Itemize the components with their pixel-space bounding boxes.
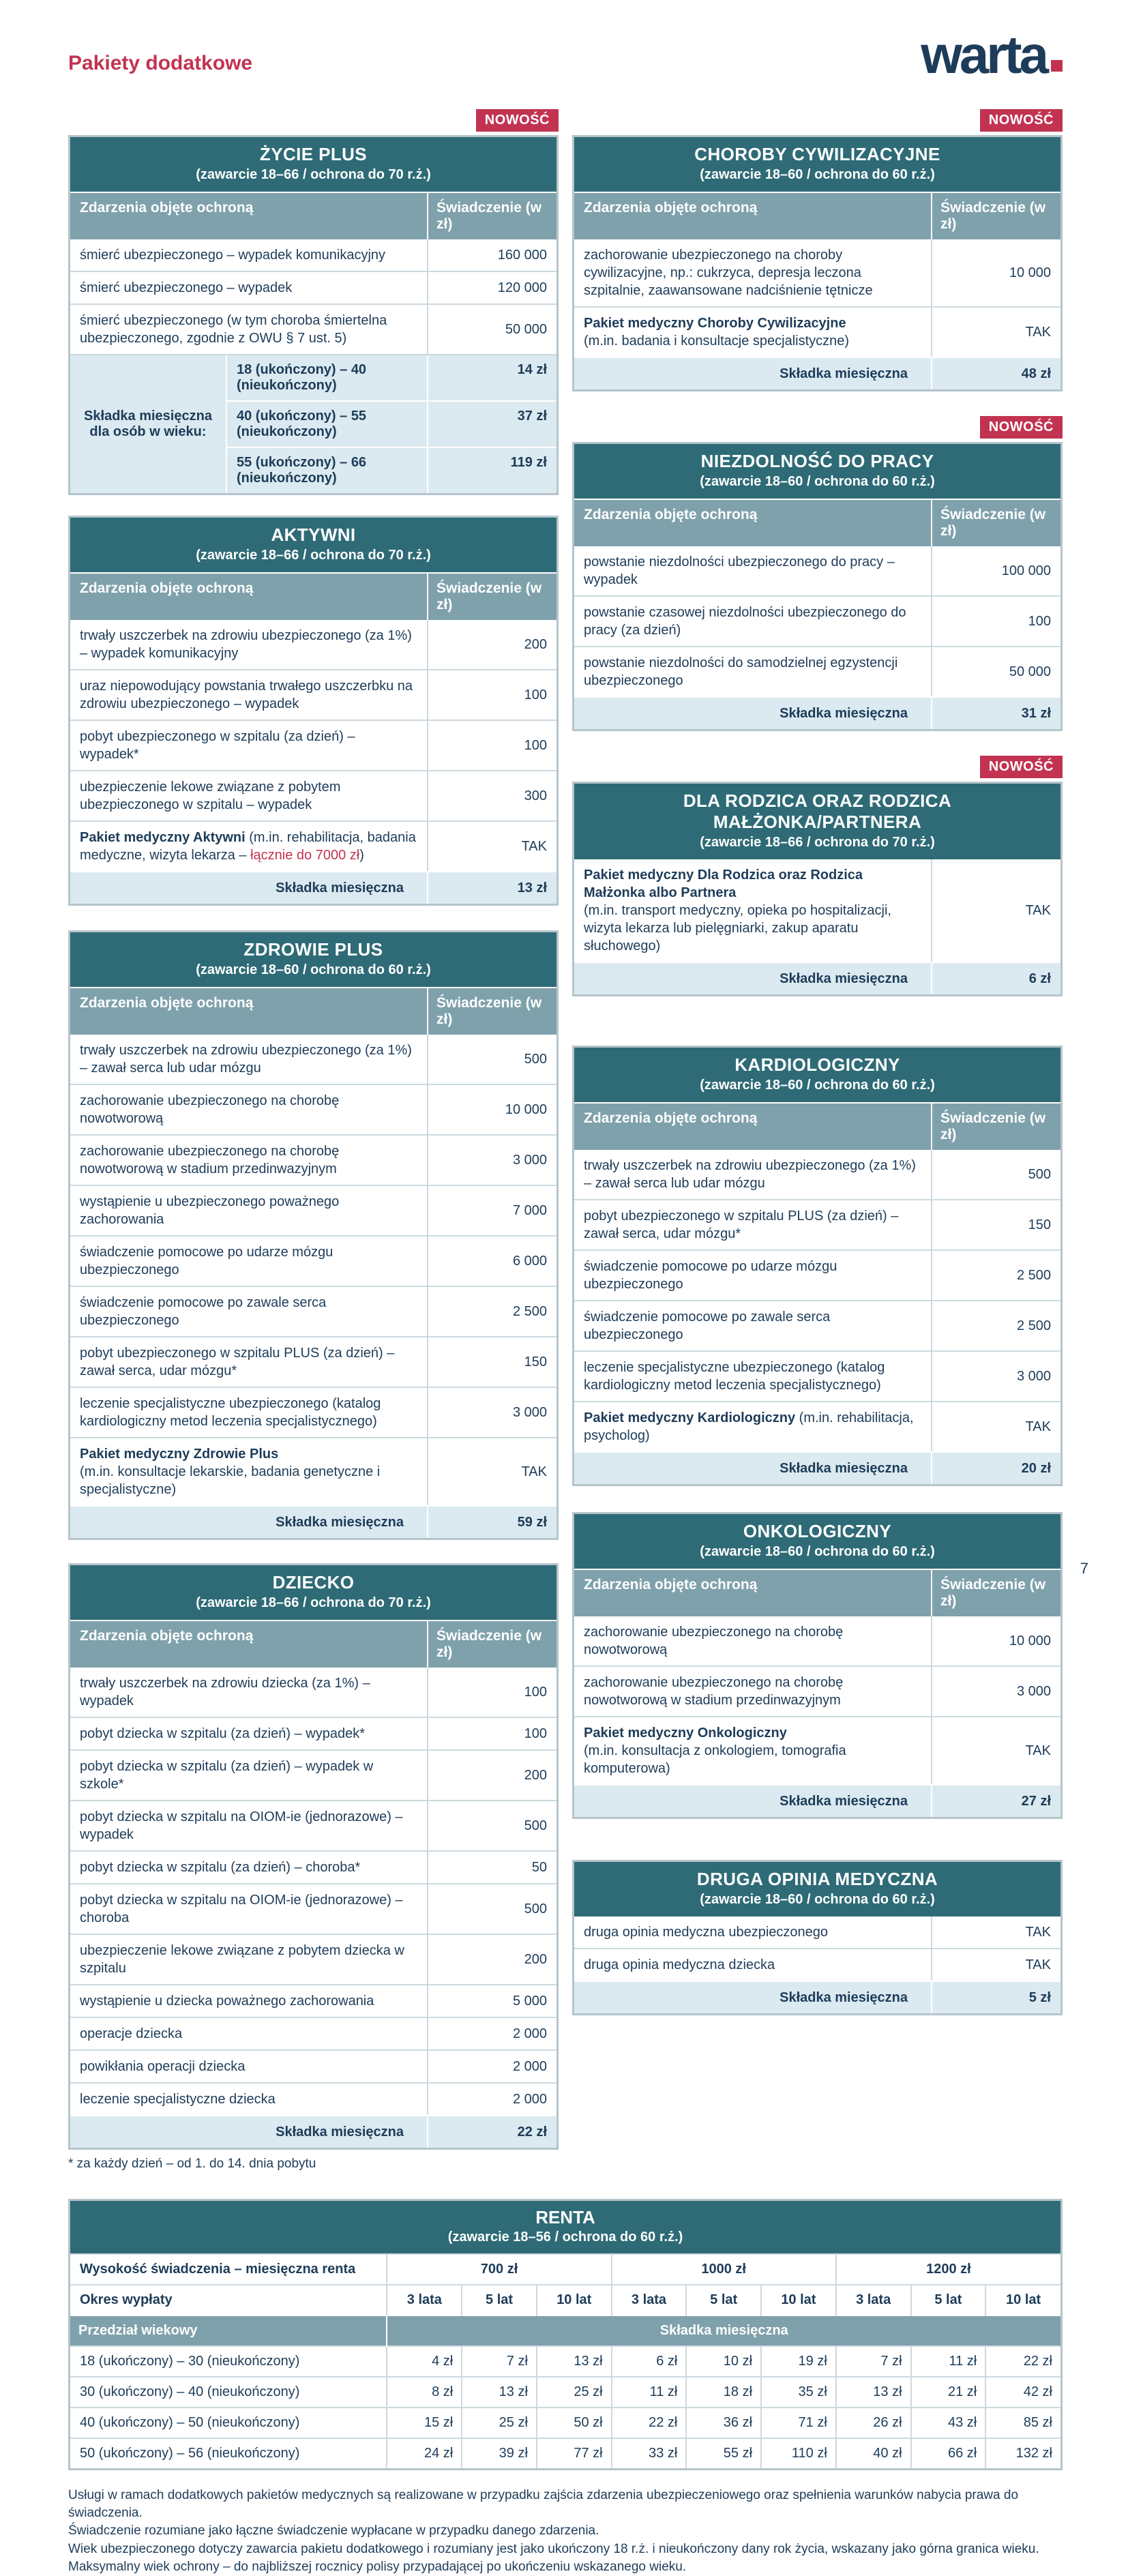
table-row-medical-package bbox=[574, 1401, 1060, 1451]
table-row-medical-package bbox=[574, 1716, 1060, 1784]
row-value: 100 bbox=[427, 1718, 556, 1749]
row-label: śmierć ubezpieczonego – wypadek komunikacyjny bbox=[80, 248, 386, 263]
renta-period: 3 lata bbox=[836, 2285, 911, 2315]
table-header bbox=[70, 137, 556, 192]
premium-value: 22 zł bbox=[427, 2116, 556, 2148]
footer-line: Wiek ubezpieczonego dotyczy zawarcia pakietu dodatkowego i rozumiany jest jako ukończony 18 r.ż. i nieukończony dany rok życia, wskazany jako górna granica wieku. Maksymalny wiek ochrony – do najbliższej rocznicy polisy przypadającej po ukończeniu wskazanego wieku. bbox=[68, 2541, 1039, 2574]
package-kardiologiczny bbox=[572, 1046, 1063, 1486]
red-highlight-text: łącznie do 7000 zł bbox=[250, 848, 360, 863]
table-row bbox=[70, 2017, 556, 2049]
table-row bbox=[574, 1665, 1060, 1716]
benefit-column-header: Świadczenie (w zł) bbox=[931, 1104, 1060, 1150]
row-value: TAK bbox=[931, 308, 1060, 357]
nowosc-badge: NOWOŚĆ bbox=[980, 109, 1063, 132]
row-label: druga opinia medyczna ubezpieczonego bbox=[584, 1925, 829, 1940]
table-row-medical-package bbox=[70, 820, 556, 871]
row-label: Pakiet medyczny Choroby Cywilizacyjne (m.in. badania i konsultacje specjalistyczne) bbox=[584, 316, 850, 349]
column-headers bbox=[70, 572, 556, 620]
table-title: ZDROWIE PLUS bbox=[243, 939, 383, 960]
row-value: 500 bbox=[427, 1884, 556, 1934]
premium-label: Składka miesięczna bbox=[780, 1794, 908, 1809]
row-value: 150 bbox=[931, 1200, 1060, 1249]
age-premium: 14 zł bbox=[427, 355, 556, 400]
row-value: 200 bbox=[427, 620, 556, 669]
row-label: śmierć ubezpieczonego – wypadek bbox=[80, 280, 293, 295]
nowosc-badge: NOWOŚĆ bbox=[980, 756, 1063, 778]
warta-logo-dot-icon bbox=[1051, 60, 1063, 72]
row-value: 2 000 bbox=[427, 2051, 556, 2082]
row-label: operacje dziecka bbox=[80, 2026, 183, 2041]
table-header bbox=[70, 932, 556, 987]
table-row bbox=[70, 1934, 556, 1984]
renta-period: 10 lat bbox=[761, 2285, 836, 2315]
table-row bbox=[70, 1235, 556, 1286]
table-row bbox=[70, 271, 556, 304]
row-value: 2 500 bbox=[931, 1301, 1060, 1350]
table-row bbox=[70, 1336, 556, 1387]
table-row bbox=[70, 1800, 556, 1850]
premium-label: Składka miesięczna bbox=[276, 2125, 404, 2140]
table-row bbox=[70, 1134, 556, 1185]
row-label: uraz niepowodujący powstania trwałego uszczerbku na zdrowiu ubezpieczonego – wypadek bbox=[80, 679, 413, 711]
premium-label: Składka miesięczna bbox=[780, 366, 908, 381]
premium-row bbox=[574, 696, 1060, 729]
row-label: Pakiet medyczny Onkologiczny (m.in. konsultacja z onkologiem, tomografia komputerowa) bbox=[584, 1726, 846, 1776]
table-row bbox=[574, 1948, 1060, 1981]
table-subtitle: (zawarcie 18–66 / ochrona do 70 r.ż.) bbox=[196, 167, 431, 182]
renta-period: 10 lat bbox=[985, 2285, 1060, 2315]
package-renta bbox=[68, 2199, 1063, 2470]
right-column bbox=[572, 109, 1063, 2172]
premium-label: Składka miesięczna bbox=[276, 880, 404, 895]
table-header bbox=[574, 137, 1060, 192]
table-header bbox=[574, 1048, 1060, 1102]
row-label: Pakiet medyczny Dla Rodzica oraz Rodzica Małżonka albo Partnera (m.in. transport medyczny, opieka po hospitalizacji, wizyta lekarza lub pielęgniarki, zakup aparatu słuchowego) bbox=[584, 868, 891, 953]
row-label: trwały uszczerbek na zdrowiu dziecka (za 1%) – wypadek bbox=[80, 1676, 370, 1708]
table-row-medical-package bbox=[70, 1437, 556, 1505]
table-row bbox=[70, 239, 556, 271]
row-value: TAK bbox=[427, 822, 556, 871]
table-header bbox=[70, 518, 556, 572]
renta-age-band-label: Przedział wiekowy bbox=[70, 2315, 387, 2346]
table-subtitle: (zawarcie 18–66 / ochrona do 70 r.ż.) bbox=[700, 835, 935, 850]
footnote: * za każdy dzień – od 1. do 14. dnia pobytu bbox=[68, 2157, 316, 2171]
age-premium: 37 zł bbox=[427, 400, 556, 447]
table-title: CHOROBY CYWILIZACYJNE bbox=[694, 144, 940, 164]
renta-period: 3 lata bbox=[612, 2285, 687, 2315]
premium-value: 27 zł bbox=[931, 1786, 1060, 1817]
column-headers bbox=[574, 1569, 1060, 1616]
premium-by-age-block bbox=[70, 354, 556, 493]
column-headers bbox=[70, 192, 556, 239]
row-label: trwały uszczerbek na zdrowiu ubezpieczonego (za 1%) – zawał serca lub udar mózgu bbox=[80, 1043, 412, 1076]
table-row bbox=[70, 770, 556, 820]
premium-label: Składka miesięczna bbox=[780, 971, 908, 986]
premium-label: Składka miesięczna bbox=[780, 1990, 908, 2005]
table-row bbox=[70, 620, 556, 669]
row-value: 7 000 bbox=[427, 1186, 556, 1235]
table-title: DZIECKO bbox=[272, 1572, 355, 1593]
row-value: TAK bbox=[931, 1402, 1060, 1451]
footer-notes bbox=[68, 2487, 1063, 2576]
table-row bbox=[70, 1668, 556, 1717]
table-row bbox=[574, 239, 1060, 306]
premium-row bbox=[70, 871, 556, 904]
row-value: 100 bbox=[931, 597, 1060, 646]
row-label: leczenie specjalistyczne ubezpieczonego (katalog kardiologiczny metod leczenia specjalistycznego) bbox=[80, 1396, 381, 1429]
row-value: 10 000 bbox=[427, 1085, 556, 1134]
table-row bbox=[574, 1616, 1060, 1665]
table-subtitle: (zawarcie 18–60 / ochrona do 60 r.ż.) bbox=[700, 167, 935, 182]
table-subtitle: (zawarcie 18–60 / ochrona do 60 r.ż.) bbox=[196, 962, 431, 977]
row-value: TAK bbox=[931, 859, 1060, 962]
row-label: Pakiet medyczny Aktywni (m.in. rehabilitacja, badania medyczne, wizyta lekarza – łącznie do 7000 zł) bbox=[80, 830, 416, 863]
renta-amount: 1000 zł bbox=[612, 2254, 836, 2285]
benefit-column-header: Świadczenie (w zł) bbox=[931, 193, 1060, 239]
premium-row bbox=[70, 2115, 556, 2148]
age-range: 55 (ukończony) – 66 (nieukończony) bbox=[226, 447, 427, 493]
row-label: trwały uszczerbek na zdrowiu ubezpieczonego (za 1%) – zawał serca lub udar mózgu bbox=[584, 1158, 916, 1191]
nowosc-badge: NOWOŚĆ bbox=[476, 109, 559, 132]
age-premium: 119 zł bbox=[427, 447, 556, 493]
row-value: TAK bbox=[931, 1949, 1060, 1981]
row-label: ubezpieczenie lekowe związane z pobytem ubezpieczonego w szpitalu – wypadek bbox=[80, 780, 341, 812]
left-column bbox=[68, 109, 559, 2172]
row-label: ubezpieczenie lekowe związane z pobytem dziecka w szpitalu bbox=[80, 1943, 404, 1976]
row-label: zachorowanie ubezpieczonego na chorobę nowotworową w stadium przedinwazyjnym bbox=[584, 1675, 844, 1708]
renta-period: 5 lat bbox=[686, 2285, 761, 2315]
table-row bbox=[70, 1850, 556, 1883]
row-value: 5 000 bbox=[427, 1985, 556, 2017]
premium-row bbox=[574, 962, 1060, 994]
renta-age-range: 30 (ukończony) – 40 (nieukończony) bbox=[70, 2377, 387, 2408]
benefit-column-header: Świadczenie (w zł) bbox=[427, 574, 556, 620]
table-row: 18 (ukończony) – 30 (nieukończony) 4 zł 7 zł 13 zł 6 zł 10 zł 19 zł 7 zł 11 zł 22 zł bbox=[70, 2346, 1060, 2377]
events-column-header: Zdarzenia objęte ochroną bbox=[80, 1628, 254, 1644]
premium-row bbox=[574, 1451, 1060, 1484]
row-value: 3 000 bbox=[427, 1136, 556, 1185]
renta-period-row bbox=[70, 2285, 1060, 2315]
premium-value: 31 zł bbox=[931, 698, 1060, 729]
row-value: 200 bbox=[427, 1935, 556, 1984]
row-label: zachorowanie ubezpieczonego na chorobę nowotworową bbox=[80, 1093, 340, 1126]
row-value: 500 bbox=[931, 1150, 1060, 1199]
warta-logo-text: warta bbox=[921, 25, 1046, 85]
row-label: druga opinia medyczna dziecka bbox=[584, 1957, 775, 1972]
row-value: 500 bbox=[427, 1035, 556, 1084]
row-label: śmierć ubezpieczonego (w tym choroba śmiertelna ubezpieczonego, zgodnie z OWU § 7 ust. 5) bbox=[80, 313, 387, 346]
renta-band-row bbox=[70, 2315, 1060, 2346]
renta-age-range: 18 (ukończony) – 30 (nieukończony) bbox=[70, 2346, 387, 2377]
table-row bbox=[574, 1249, 1060, 1300]
row-value: 100 000 bbox=[931, 546, 1060, 595]
table-row bbox=[70, 304, 556, 354]
row-value: 2 000 bbox=[427, 2084, 556, 2115]
table-subtitle: (zawarcie 18–66 / ochrona do 70 r.ż.) bbox=[196, 548, 431, 563]
premium-by-age-caption: Składka miesięczna dla osób w wieku: bbox=[84, 409, 212, 439]
table-row-medical-package bbox=[574, 306, 1060, 357]
table-row bbox=[574, 646, 1060, 696]
table-title: DLA RODZICA ORAZ RODZICA MAŁŻONKA/PARTNERA bbox=[683, 790, 952, 832]
benefit-column-header: Świadczenie (w zł) bbox=[427, 1621, 556, 1668]
row-value: 10 000 bbox=[931, 1616, 1060, 1665]
renta-period: 10 lat bbox=[537, 2285, 612, 2315]
premium-label: Składka miesięczna bbox=[780, 706, 908, 721]
row-value: 500 bbox=[427, 1801, 556, 1850]
table-subtitle: (zawarcie 18–60 / ochrona do 60 r.ż.) bbox=[700, 1544, 935, 1559]
events-column-header: Zdarzenia objęte ochroną bbox=[584, 1110, 758, 1126]
top-bar bbox=[68, 25, 1063, 100]
page-title: Pakiety dodatkowe bbox=[68, 52, 253, 74]
row-label: leczenie specjalistyczne dziecka bbox=[80, 2092, 276, 2107]
row-value: 100 bbox=[427, 721, 556, 770]
renta-age-range: 40 (ukończony) – 50 (nieukończony) bbox=[70, 2408, 387, 2438]
table-title: RENTA bbox=[535, 2207, 595, 2227]
table-row bbox=[70, 1749, 556, 1800]
row-value: 50 bbox=[427, 1852, 556, 1883]
table-row bbox=[70, 2082, 556, 2115]
column-headers bbox=[70, 1620, 556, 1668]
table-title: KARDIOLOGICZNY bbox=[734, 1054, 900, 1075]
table-row bbox=[70, 2049, 556, 2082]
package-dla-rodzica bbox=[572, 756, 1063, 996]
table-header bbox=[574, 1862, 1060, 1916]
premium-value: 20 zł bbox=[931, 1453, 1060, 1484]
row-label: świadczenie pomocowe po zawale serca ubezpieczonego bbox=[584, 1309, 831, 1342]
row-value: 300 bbox=[427, 771, 556, 820]
table-row-medical-package bbox=[574, 859, 1060, 962]
premium-value: 59 zł bbox=[427, 1507, 556, 1538]
row-value: 2 500 bbox=[931, 1251, 1060, 1300]
table-title: NIEZDOLNOŚĆ DO PRACY bbox=[700, 451, 934, 471]
table-title: AKTYWNI bbox=[271, 524, 356, 545]
premium-row bbox=[574, 1981, 1060, 2013]
table-row bbox=[70, 1185, 556, 1235]
table-header bbox=[70, 1565, 556, 1620]
table-subtitle: (zawarcie 18–60 / ochrona do 60 r.ż.) bbox=[700, 474, 935, 489]
table-row: 50 (ukończony) – 56 (nieukończony) 24 zł 39 zł 77 zł 33 zł 55 zł 110 zł 40 zł 66 zł 132 zł bbox=[70, 2438, 1060, 2468]
row-label: pobyt ubezpieczonego w szpitalu PLUS (za dzień) – zawał serca, udar mózgu* bbox=[80, 1346, 395, 1378]
row-label: pobyt dziecka w szpitalu na OIOM-ie (jednorazowe) – choroba bbox=[80, 1893, 403, 1925]
row-label: pobyt dziecka w szpitalu (za dzień) – wypadek* bbox=[80, 1726, 365, 1741]
row-label: powstanie czasowej niezdolności ubezpieczonego do pracy (za dzień) bbox=[584, 605, 906, 638]
table-header bbox=[574, 784, 1060, 859]
row-value: 6 000 bbox=[427, 1237, 556, 1286]
footer-line: Świadczenie rozumiane jako łączne świadczenie wypłacane w przypadku danego zdarzenia. bbox=[68, 2523, 599, 2538]
renta-age-range: 50 (ukończony) – 56 (nieukończony) bbox=[70, 2438, 387, 2468]
row-value: 200 bbox=[427, 1751, 556, 1800]
package-niezdolnosc-do-pracy bbox=[572, 416, 1063, 731]
package-onkologiczny bbox=[572, 1512, 1063, 1819]
renta-period: 5 lat bbox=[911, 2285, 986, 2315]
age-range: 18 (ukończony) – 40 (nieukończony) bbox=[226, 355, 427, 400]
row-label: trwały uszczerbek na zdrowiu ubezpieczonego (za 1%) – wypadek komunikacyjny bbox=[80, 628, 412, 661]
table-title: ŻYCIE PLUS bbox=[259, 144, 368, 164]
renta-amount: 1200 zł bbox=[836, 2254, 1060, 2285]
row-label: powikłania operacji dziecka bbox=[80, 2059, 246, 2074]
row-label: zachorowanie ubezpieczonego na chorobę nowotworową bbox=[584, 1625, 844, 1657]
package-dziecko bbox=[68, 1563, 559, 2172]
nowosc-badge: NOWOŚĆ bbox=[980, 416, 1063, 439]
table-row bbox=[70, 1387, 556, 1437]
row-label: powstanie niezdolności do samodzielnej egzystencji ubezpieczonego bbox=[584, 655, 898, 688]
events-column-header: Zdarzenia objęte ochroną bbox=[80, 995, 254, 1011]
premium-label: Składka miesięczna bbox=[780, 1461, 908, 1476]
row-label: powstanie niezdolności ubezpieczonego do pracy – wypadek bbox=[584, 554, 895, 587]
row-label: pobyt dziecka w szpitalu na OIOM-ie (jednorazowe) – wypadek bbox=[80, 1809, 403, 1842]
warta-logo bbox=[921, 25, 1063, 85]
row-label: pobyt ubezpieczonego w szpitalu PLUS (za dzień) – zawał serca, udar mózgu* bbox=[584, 1209, 899, 1241]
row-value: TAK bbox=[931, 1916, 1060, 1948]
table-row bbox=[574, 595, 1060, 646]
table-row bbox=[70, 669, 556, 720]
table-row bbox=[574, 1150, 1060, 1199]
package-druga-opinia bbox=[572, 1860, 1063, 2015]
row-value: TAK bbox=[427, 1438, 556, 1505]
benefit-column-header: Świadczenie (w zł) bbox=[931, 1570, 1060, 1616]
table-row bbox=[70, 1286, 556, 1336]
table-subtitle: (zawarcie 18–60 / ochrona do 60 r.ż.) bbox=[700, 1078, 935, 1093]
table-title: DRUGA OPINIA MEDYCZNA bbox=[696, 1869, 938, 1889]
row-label: świadczenie pomocowe po udarze mózgu ubezpieczonego bbox=[80, 1245, 333, 1277]
premium-value: 13 zł bbox=[427, 872, 556, 904]
row-label: leczenie specjalistyczne ubezpieczonego (katalog kardiologiczny metod leczenia specjalistycznego) bbox=[584, 1360, 885, 1393]
row-label: wystąpienie u ubezpieczonego poważnego zachorowania bbox=[80, 1194, 340, 1227]
row-label: świadczenie pomocowe po udarze mózgu ubezpieczonego bbox=[584, 1259, 837, 1292]
benefit-column-header: Świadczenie (w zł) bbox=[931, 500, 1060, 546]
row-value: TAK bbox=[931, 1717, 1060, 1784]
page-number: 7 bbox=[1080, 1560, 1088, 1577]
renta-benefit-label: Wysokość świadczenia – miesięczna renta bbox=[70, 2254, 387, 2285]
row-value: 2 000 bbox=[427, 2018, 556, 2049]
table-row: 40 (ukończony) – 50 (nieukończony) 15 zł 25 zł 50 zł 22 zł 36 zł 71 zł 26 zł 43 zł 85 zł bbox=[70, 2408, 1060, 2438]
events-column-header: Zdarzenia objęte ochroną bbox=[80, 580, 254, 596]
table-row bbox=[70, 1883, 556, 1934]
row-label: pobyt dziecka w szpitalu (za dzień) – choroba* bbox=[80, 1860, 361, 1875]
table-header bbox=[574, 1514, 1060, 1569]
premium-value: 6 zł bbox=[931, 963, 1060, 994]
benefit-column-header: Świadczenie (w zł) bbox=[427, 193, 556, 239]
row-value: 160 000 bbox=[427, 239, 556, 271]
row-label: zachorowanie ubezpieczonego na chorobę nowotworową w stadium przedinwazyjnym bbox=[80, 1144, 340, 1176]
row-label: Pakiet medyczny Kardiologiczny (m.in. rehabilitacja, psycholog) bbox=[584, 1410, 914, 1443]
package-choroby-cywilizacyjne bbox=[572, 109, 1063, 391]
row-label: Pakiet medyczny Zdrowie Plus (m.in. konsultacje lekarskie, badania genetyczne i specjalistyczne) bbox=[80, 1447, 381, 1497]
premium-row bbox=[70, 1505, 556, 1538]
row-label: świadczenie pomocowe po zawale serca ubezpieczonego bbox=[80, 1295, 327, 1328]
table-title: ONKOLOGICZNY bbox=[743, 1521, 892, 1541]
table-row: 30 (ukończony) – 40 (nieukończony) 8 zł 13 zł 25 zł 11 zł 18 zł 35 zł 13 zł 21 zł 42 zł bbox=[70, 2377, 1060, 2408]
row-value: 150 bbox=[427, 1337, 556, 1387]
row-label: pobyt ubezpieczonego w szpitalu (za dzień) – wypadek* bbox=[80, 729, 355, 762]
events-column-header: Zdarzenia objęte ochroną bbox=[584, 507, 758, 522]
age-range: 40 (ukończony) – 55 (nieukończony) bbox=[226, 400, 427, 447]
table-header bbox=[574, 444, 1060, 499]
table-row bbox=[70, 720, 556, 770]
premium-row bbox=[574, 357, 1060, 389]
table-row bbox=[574, 1350, 1060, 1401]
row-value: 10 000 bbox=[931, 239, 1060, 306]
row-label: wystąpienie u dziecka poważnego zachorowania bbox=[80, 1994, 374, 2009]
table-row bbox=[574, 1916, 1060, 1948]
table-row bbox=[574, 1199, 1060, 1249]
table-row bbox=[70, 1984, 556, 2017]
row-value: 100 bbox=[427, 1668, 556, 1717]
renta-period: 5 lat bbox=[462, 2285, 537, 2315]
table-header bbox=[70, 2201, 1060, 2254]
benefit-column-header: Świadczenie (w zł) bbox=[427, 988, 556, 1035]
row-value: 3 000 bbox=[931, 1352, 1060, 1401]
table-row bbox=[574, 1300, 1060, 1350]
table-row bbox=[70, 1717, 556, 1749]
package-zdrowie-plus bbox=[68, 930, 559, 1540]
content-columns bbox=[68, 109, 1063, 2172]
package-zycie-plus bbox=[68, 109, 559, 495]
row-label: pobyt dziecka w szpitalu (za dzień) – wypadek w szkole* bbox=[80, 1759, 374, 1792]
premium-label: Składka miesięczna bbox=[276, 1515, 404, 1530]
package-aktywni bbox=[68, 516, 559, 906]
renta-period: 3 lata bbox=[387, 2285, 462, 2315]
table-subtitle: (zawarcie 18–60 / ochrona do 60 r.ż.) bbox=[700, 1892, 935, 1907]
row-value: 3 000 bbox=[427, 1388, 556, 1437]
events-column-header: Zdarzenia objęte ochroną bbox=[584, 1577, 758, 1593]
events-column-header: Zdarzenia objęte ochroną bbox=[584, 200, 758, 216]
premium-row bbox=[574, 1784, 1060, 1817]
row-value: 120 000 bbox=[427, 272, 556, 304]
row-value: 3 000 bbox=[931, 1667, 1060, 1716]
table-row bbox=[70, 1084, 556, 1134]
row-value: 50 000 bbox=[427, 305, 556, 354]
row-value: 2 500 bbox=[427, 1287, 556, 1336]
events-column-header: Zdarzenia objęte ochroną bbox=[80, 200, 254, 216]
table-row bbox=[70, 1035, 556, 1084]
premium-value: 48 zł bbox=[931, 358, 1060, 389]
renta-premium-band-label: Składka miesięczna bbox=[387, 2315, 1060, 2346]
row-value: 100 bbox=[427, 670, 556, 720]
footer-line: Usługi w ramach dodatkowych pakietów medycznych są realizowane w przypadku zajścia zdarzenia ubezpieczeniowego oraz spełnienia warunków nabycia prawa do świadczenia. bbox=[68, 2488, 1019, 2521]
column-headers bbox=[70, 987, 556, 1035]
table-subtitle: (zawarcie 18–56 / ochrona do 60 r.ż.) bbox=[447, 2230, 683, 2245]
table-subtitle: (zawarcie 18–66 / ochrona do 70 r.ż.) bbox=[196, 1595, 431, 1610]
renta-amount-row bbox=[70, 2254, 1060, 2285]
table-row bbox=[574, 546, 1060, 595]
column-headers bbox=[574, 1102, 1060, 1150]
column-headers bbox=[574, 192, 1060, 239]
column-headers bbox=[574, 499, 1060, 546]
premium-value: 5 zł bbox=[931, 1982, 1060, 2013]
renta-period-label: Okres wypłaty bbox=[70, 2285, 387, 2315]
row-label: zachorowanie ubezpieczonego na choroby cywilizacyjne, np.: cukrzyca, depresja leczona szpitalnie, zaawansowane nadciśnienie tętnicze bbox=[584, 248, 873, 298]
renta-amount: 700 zł bbox=[387, 2254, 611, 2285]
row-value: 50 000 bbox=[931, 647, 1060, 696]
